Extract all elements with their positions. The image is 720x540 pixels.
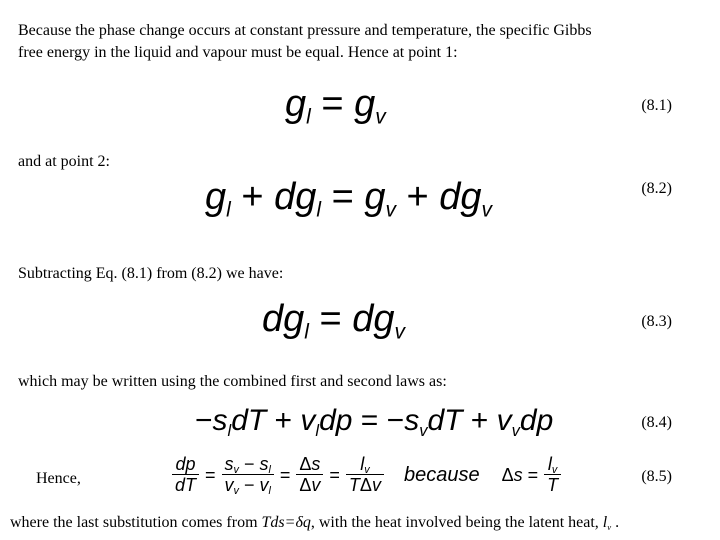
equation-8-4: $-s_ldT + v_ldp = -s_vdT + v_vdp$ [195, 404, 554, 440]
final-line [10, 512, 619, 534]
intro-line-2: free energy in the liquid and vapour must be equal. Hence at point 1: [18, 44, 458, 61]
hence-text: Hence, [36, 470, 81, 487]
final-tds: Tds= [261, 514, 296, 531]
equation-8-3: $dg_l = dg_v$ [262, 298, 405, 344]
equation-8-1: $g_l = g_v$ [285, 83, 386, 129]
point-2-text: and at point 2: [18, 153, 110, 170]
equation-number-8-3: (8.3) [641, 313, 672, 330]
final-delta-q: δq [295, 514, 311, 531]
equation-8-5: $\frac{dp}{dT}$ = $\frac{sv - sl}{vv - vl}$ = $\frac{\Delta s}{\Delta v}$ = $\frac{lv}{\text{TΔv}}$ because Δs = $\frac{lv}{T}$ [170, 454, 563, 495]
final-mid: , with the heat involved being the latent heat, [310, 514, 603, 531]
final-lv: l [602, 514, 608, 531]
final-lv-sub: v [607, 522, 612, 533]
fraction-entropy-volume: $\frac{sv - sl}{vv - vl}$ [222, 454, 274, 495]
combined-laws-text: which may be written using the combined first and second laws as: [18, 373, 447, 390]
fraction-delta-s: $\frac{lv}{T}$ [544, 454, 561, 495]
fraction-dp-dT: $\frac{dp}{dT}$ [172, 454, 199, 495]
fraction-delta-s-delta-v: $\frac{\Delta s}{\Delta v}$ [296, 454, 323, 495]
equation-8-2: $g_l + dg_l = g_v + dg_v$ [205, 176, 492, 222]
subtracting-text: Subtracting Eq. (8.1) from (8.2) we have: [18, 265, 284, 282]
because-word: because [403, 463, 480, 486]
fraction-latent-heat: $\frac{lv}{\text{TΔv}}$ [346, 454, 384, 495]
equation-number-8-2: (8.2) [641, 180, 672, 197]
final-end: . [611, 514, 620, 531]
equation-number-8-5: (8.5) [641, 468, 672, 485]
intro-line-1: Because the phase change occurs at constant pressure and temperature, the specific Gibbs [18, 22, 592, 39]
equation-number-8-1: (8.1) [641, 97, 672, 114]
equation-number-8-4: (8.4) [641, 414, 672, 431]
final-prefix: where the last substitution comes from [10, 514, 262, 531]
